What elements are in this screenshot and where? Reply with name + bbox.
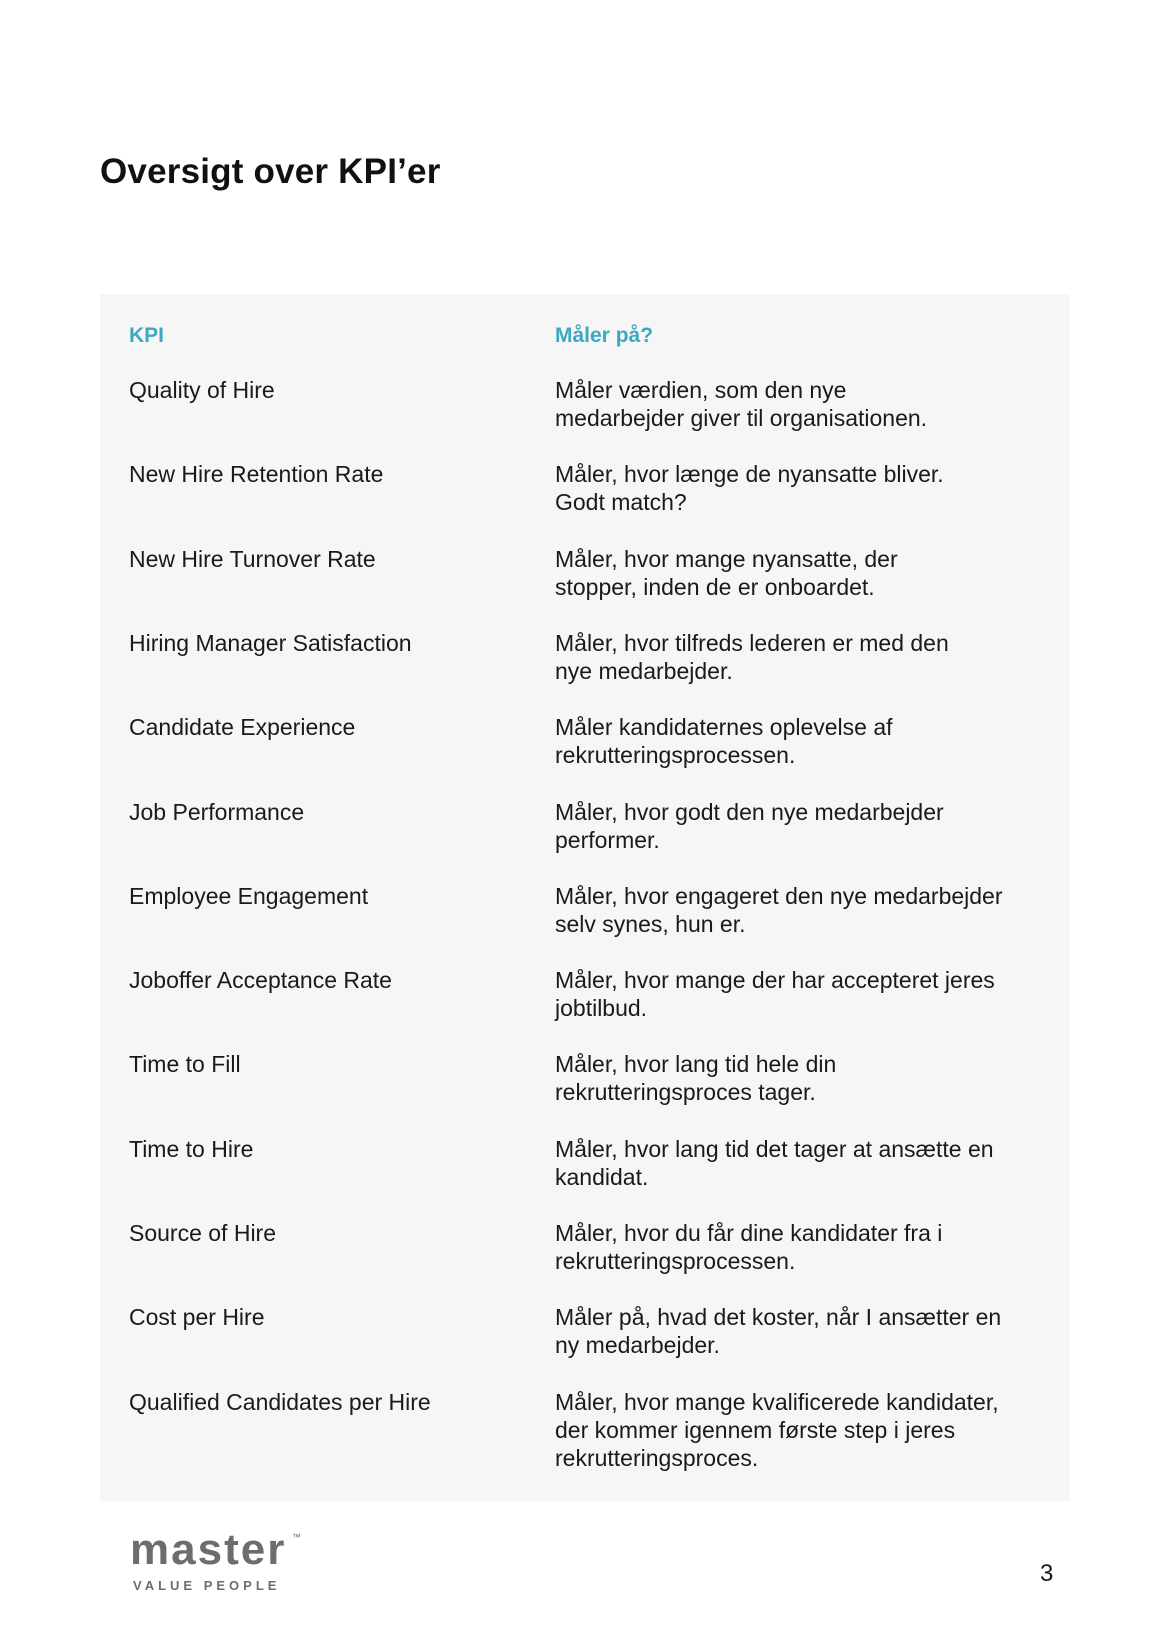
- kpi-description-line: Måler kandidaternes oplevelse af: [555, 714, 893, 740]
- kpi-description: [555, 713, 1055, 769]
- kpi-description-line: Måler, hvor engageret den nye medarbejder: [555, 883, 1003, 909]
- logo-wordmark: master: [130, 1525, 287, 1574]
- kpi-name: Time to Fill: [129, 1051, 241, 1077]
- kpi-description-line: Måler, hvor lang tid hele din: [555, 1051, 837, 1077]
- kpi-name: New Hire Retention Rate: [129, 461, 384, 487]
- kpi-name: New Hire Turnover Rate: [129, 546, 376, 572]
- kpi-description-line: Måler, hvor du får dine kandidater fra i: [555, 1220, 943, 1246]
- kpi-description: [555, 1219, 1055, 1275]
- kpi-description: [555, 1388, 1055, 1472]
- kpi-name: Source of Hire: [129, 1220, 277, 1246]
- kpi-description: [555, 545, 1055, 601]
- kpi-description-line: stopper, inden de er onboardet.: [555, 574, 875, 600]
- kpi-description-line: Måler, hvor tilfreds lederen er med den: [555, 630, 949, 656]
- kpi-name: Time to Hire: [129, 1136, 254, 1162]
- kpi-description-line: Måler på, hvad det koster, når I ansætter en: [555, 1304, 1002, 1330]
- kpi-description-line: Måler, hvor mange nyansatte, der: [555, 546, 898, 572]
- kpi-name: Job Performance: [129, 799, 305, 825]
- kpi-description-line: jobtilbud.: [555, 995, 648, 1021]
- kpi-table: [100, 294, 1070, 1501]
- kpi-name: Candidate Experience: [129, 714, 356, 740]
- kpi-description: [555, 882, 1055, 938]
- kpi-name: Quality of Hire: [129, 377, 275, 403]
- kpi-name: Employee Engagement: [129, 883, 369, 909]
- kpi-description-line: Måler, hvor mange der har accepteret jeres: [555, 967, 995, 993]
- kpi-description-line: Måler, hvor godt den nye medarbejder: [555, 799, 944, 825]
- kpi-description: [555, 798, 1055, 854]
- kpi-description-line: rekrutteringsprocessen.: [555, 1248, 796, 1274]
- kpi-description: [555, 1303, 1055, 1359]
- kpi-description-line: kandidat.: [555, 1164, 649, 1190]
- kpi-column-header: KPI: [129, 324, 165, 347]
- logo-trademark: ™: [292, 1532, 301, 1542]
- kpi-description: [555, 1135, 1055, 1191]
- kpi-description: [555, 629, 1055, 685]
- kpi-name: Hiring Manager Satisfaction: [129, 630, 412, 656]
- kpi-description-line: rekrutteringsproces tager.: [555, 1079, 816, 1105]
- kpi-description-line: medarbejder giver til organisationen.: [555, 405, 928, 431]
- kpi-description: [555, 460, 1055, 516]
- master-logo: [130, 1525, 330, 1598]
- kpi-description: [555, 966, 1055, 1022]
- kpi-description-line: Måler, hvor mange kvalificerede kandidater,: [555, 1389, 999, 1415]
- kpi-description-line: Godt match?: [555, 489, 687, 515]
- kpi-description-line: nye medarbejder.: [555, 658, 733, 684]
- measure-column-header: Måler på?: [555, 324, 654, 347]
- kpi-name: Cost per Hire: [129, 1304, 265, 1330]
- kpi-description-line: ny medarbejder.: [555, 1332, 720, 1358]
- kpi-description-line: rekrutteringsprocessen.: [555, 742, 796, 768]
- kpi-description-line: Måler, hvor lang tid det tager at ansætte en: [555, 1136, 994, 1162]
- kpi-description-line: Måler, hvor længe de nyansatte bliver.: [555, 461, 944, 487]
- kpi-description-line: Måler værdien, som den nye: [555, 377, 847, 403]
- kpi-name: Joboffer Acceptance Rate: [129, 967, 392, 993]
- kpi-description-line: rekrutteringsproces.: [555, 1445, 759, 1471]
- logo-tagline: VALUE PEOPLE: [133, 1578, 281, 1593]
- page-number: 3: [1040, 1560, 1054, 1587]
- page-title: Oversigt over KPI’er: [100, 152, 441, 191]
- kpi-description: [555, 1050, 1055, 1106]
- kpi-name: Qualified Candidates per Hire: [129, 1389, 431, 1415]
- kpi-description-line: performer.: [555, 827, 660, 853]
- kpi-description: [555, 376, 1055, 432]
- kpi-description-line: der kommer igennem første step i jeres: [555, 1417, 956, 1443]
- kpi-description-line: selv synes, hun er.: [555, 911, 746, 937]
